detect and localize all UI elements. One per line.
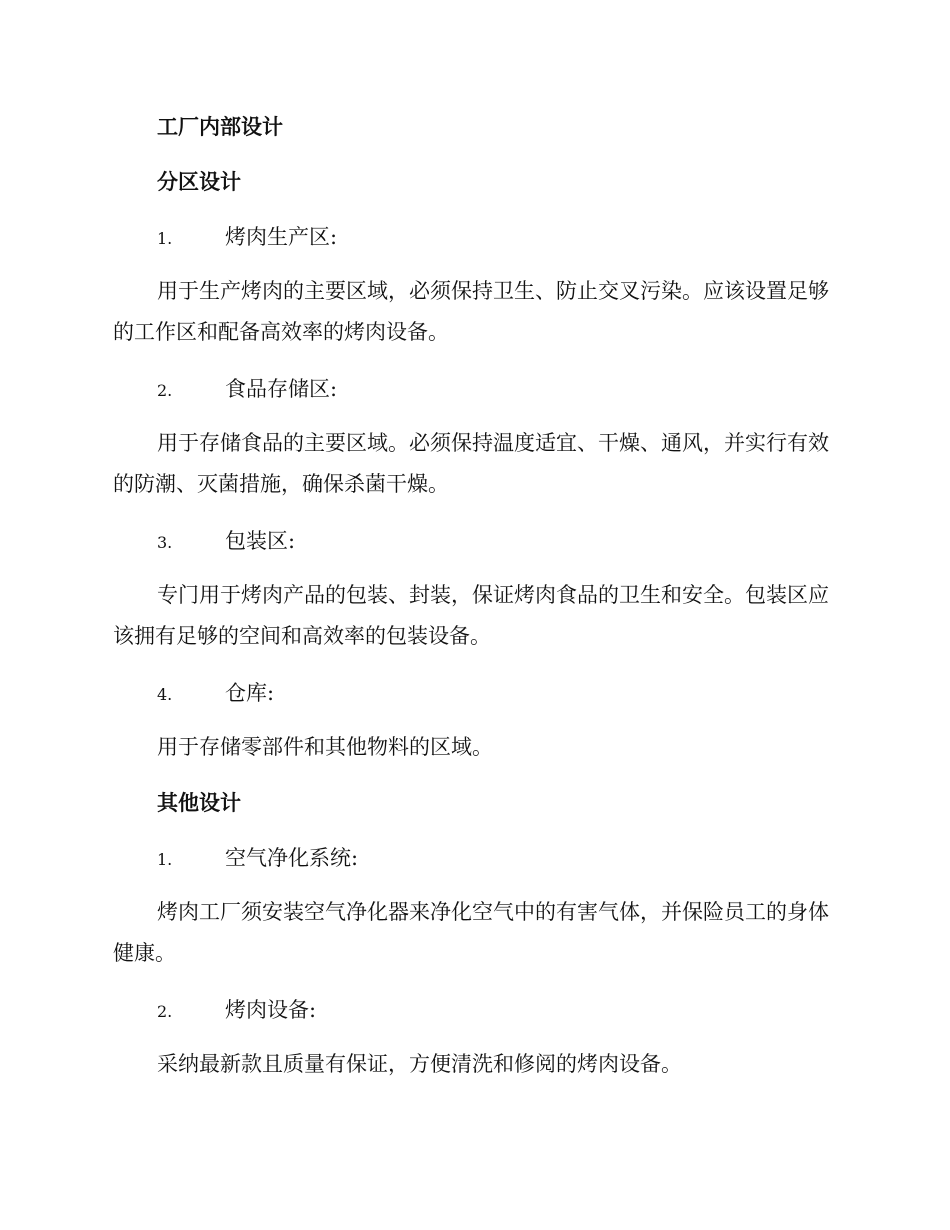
list-item-storage-area [157, 374, 337, 406]
list-item-number: 2. [157, 381, 173, 400]
list-item-label: 空气净化系统: [225, 846, 359, 870]
list-item-air-purification [157, 843, 358, 875]
list-item-label: 烤肉生产区: [225, 225, 338, 249]
list-item-label: 包装区: [225, 529, 296, 553]
list-item-packaging-area [157, 526, 295, 558]
list-item-number: 1. [157, 850, 173, 869]
list-item-label: 烤肉设备: [225, 998, 317, 1022]
paragraph-warehouse: 用于存储零部件和其他物料的区域。 [157, 735, 493, 759]
list-item-number: 1. [157, 229, 173, 248]
list-item-grill-equipment [157, 995, 316, 1027]
list-item-warehouse [157, 678, 274, 710]
list-item-production-area [157, 222, 337, 254]
section-heading-zoning: 分区设计 [157, 169, 241, 194]
paragraph-packaging-area: 专门用于烤肉产品的包装、封装，保证烤肉食品的卫生和安全。包装区应该拥有足够的空间和高效率的包装设备。 [113, 583, 829, 648]
paragraph-air-purification: 烤肉工厂须安装空气净化器来净化空气中的有害气体，并保险员工的身体健康。 [113, 900, 829, 965]
section-heading-other: 其他设计 [157, 790, 241, 815]
paragraph-storage-area: 用于存储食品的主要区域。必须保持温度适宜、干燥、通风，并实行有效的防潮、灭菌措施，确保杀菌干燥。 [113, 431, 829, 496]
paragraph-production-area: 用于生产烤肉的主要区域，必须保持卫生、防止交叉污染。应该设置足够的工作区和配备高效率的烤肉设备。 [113, 279, 829, 344]
paragraph-grill-equipment: 采纳最新款且质量有保证，方便清洗和修阅的烤肉设备。 [157, 1052, 682, 1076]
document-title: 工厂内部设计 [157, 114, 283, 139]
list-item-number: 3. [157, 533, 173, 552]
list-item-label: 仓库: [225, 681, 275, 705]
list-item-label: 食品存储区: [225, 377, 338, 401]
list-item-number: 4. [157, 685, 173, 704]
list-item-number: 2. [157, 1002, 173, 1021]
